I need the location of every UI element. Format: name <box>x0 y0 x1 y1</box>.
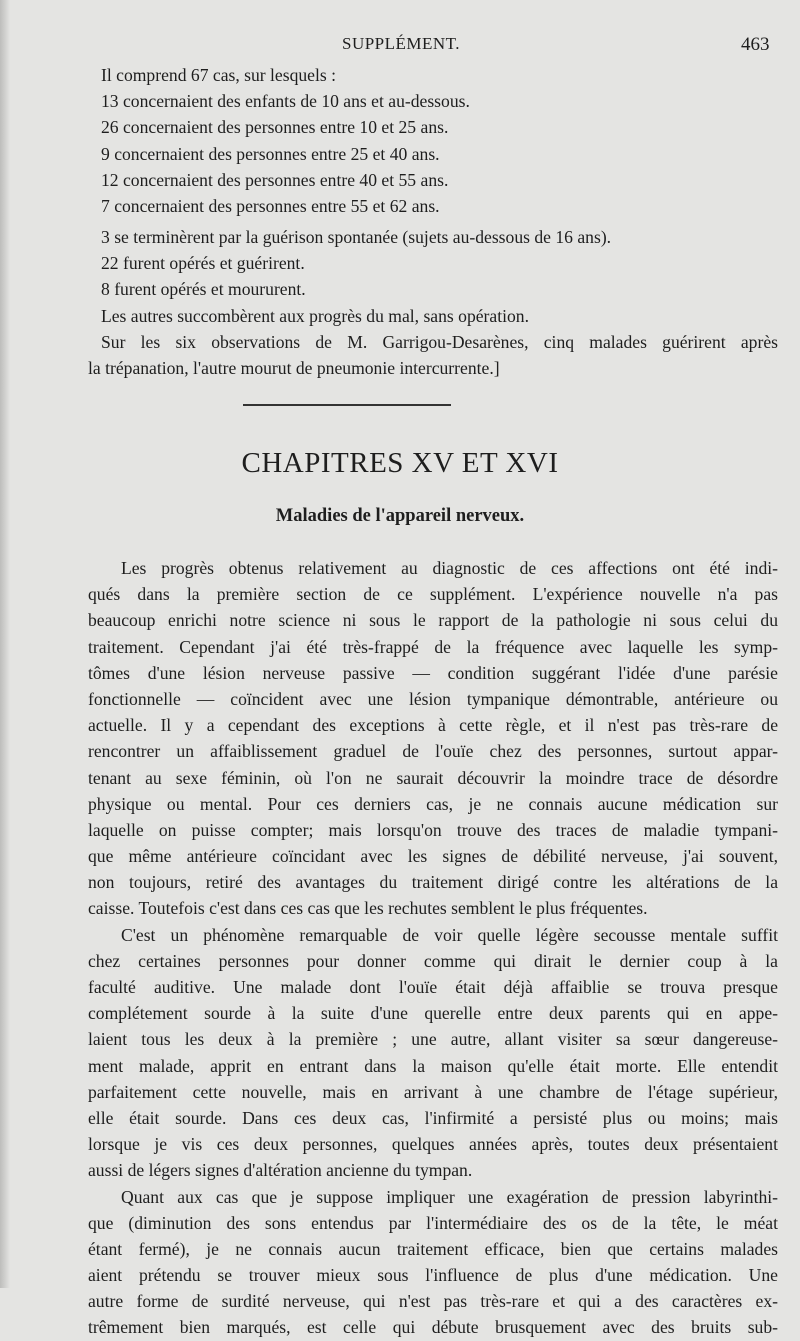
stats-line: 26 concernaient des personnes entre 10 et 25 ans. <box>101 117 449 138</box>
paragraph-line: traitement. Cependant j'ai été très-frappé de la fréquence avec laquelle les symp- <box>88 636 778 657</box>
outcome-line: Sur les six observations de M. Garrigou-Desarènes, cinq malades guérirent après <box>101 331 778 352</box>
scan-edge <box>0 0 10 1288</box>
case-statistics <box>88 62 778 219</box>
paragraph-line: fonctionnelle — coïncident avec une lésion tympanique démontrable, antérieure ou <box>88 688 778 709</box>
paragraph-line: que (diminution des sons entendus par l'intermédiaire des os de la tête, le méat <box>88 1212 778 1233</box>
paragraph-line: aient prétendu se trouver mieux sous l'influence de plus d'une médication. Une <box>88 1265 778 1286</box>
paragraph-line: laient tous les deux à la première ; une autre, allant visiter sa sœur dangereuse- <box>88 1029 778 1050</box>
outcome-line: Les autres succombèrent aux progrès du mal, sans opération. <box>101 305 529 326</box>
paragraph-line: rencontrer un affaiblissement graduel de l'ouïe chez des personnes, surtout appar- <box>88 741 778 762</box>
paragraph-line: parfaitement cette nouvelle, mais en arrivant à une chambre de l'étage supérieur, <box>88 1081 778 1102</box>
paragraph-line: faculté auditive. Une malade dont l'ouïe était déjà affaiblie se trouva presque <box>88 977 778 997</box>
running-title: SUPPLÉMENT. <box>342 34 461 53</box>
paragraph-line: actuelle. Il y a cependant des exceptions à cette règle, et il n'est pas très-rare de <box>88 715 778 736</box>
paragraph-line: beaucoup enrichi notre science ni sous le rapport de la pathologie ni sous celui du <box>88 610 778 631</box>
paragraph-line: elle était sourde. Dans ces deux cas, l'infirmité a persisté plus ou moins; mais <box>88 1107 778 1128</box>
paragraph-line: tômes d'une lésion nerveuse passive — condition suggérant l'idée d'une parésie <box>88 662 778 683</box>
paragraph-line: ment malade, apprit en entrant dans la maison qu'elle était morte. Elle entendit <box>88 1055 778 1076</box>
paragraph-line: laquelle on puisse compter; mais lorsqu'on trouve des traces de maladie tympani- <box>88 819 778 840</box>
paragraph-line: non toujours, retiré des avantages du traitement dirigé contre les altérations de la <box>88 872 778 893</box>
outcome-line: 22 furent opérés et guérirent. <box>101 253 305 274</box>
paragraph-line: physique ou mental. Pour ces derniers cas, je ne connais aucune médication sur <box>88 793 778 814</box>
paragraph-line: Quant aux cas que je suppose impliquer une exagération de pression labyrinthi- <box>121 1186 778 1207</box>
paragraph-line: C'est un phénomène remarquable de voir quelle légère secousse mentale suffit <box>121 924 778 945</box>
body-text <box>88 555 778 1341</box>
stats-line: 13 concernaient des enfants de 10 ans et au-dessous. <box>101 91 470 112</box>
chapter-title: CHAPITRES XV ET XVI <box>241 447 559 479</box>
paragraph-line: que même antérieure coïncidant avec les signes de débilité nerveuse, j'ai souvent, <box>88 846 778 867</box>
paragraph-line: trêmement bien marqués, est celle qui débute brusquement avec des bruits sub- <box>88 1317 778 1338</box>
paragraph-line: lorsque je vis ces deux personnes, quelques années après, toutes deux présentaient <box>88 1134 778 1155</box>
paragraph-line: aussi de légers signes d'altération ancienne du tympan. <box>88 1160 473 1181</box>
outcome-line: 8 furent opérés et moururent. <box>101 279 306 300</box>
chapter-subtitle: Maladies de l'appareil nerveux. <box>275 506 525 526</box>
paragraph-line: autre forme de surdité nerveuse, qui n'est pas très-rare et qui a des caractères ex- <box>88 1291 778 1312</box>
outcome-line: 3 se terminèrent par la guérison spontanée (sujets au-dessous de 16 ans). <box>101 227 612 247</box>
paragraph-line: chez certaines personnes pour donner comme qui dirait le dernier coup à la <box>88 950 778 971</box>
paragraph-line: complétement sourde à la suite d'une querelle entre deux parents qui en appe- <box>88 1003 778 1024</box>
case-outcomes <box>88 224 778 381</box>
paragraph-line: Les progrès obtenus relativement au diagnostic de ces affections ont été indi- <box>121 558 778 578</box>
page-header <box>0 34 800 60</box>
stats-line: 7 concernaient des personnes entre 55 et 62 ans. <box>101 195 440 216</box>
stats-line: Il comprend 67 cas, sur lesquels : <box>101 65 337 85</box>
stats-line: 9 concernaient des personnes entre 25 et 40 ans. <box>101 143 440 164</box>
paragraph-line: tenant au sexe féminin, où l'on ne saurait découvrir la moindre trace de désordre <box>88 767 778 788</box>
paragraph-line: qués dans la première section de ce supplément. L'expérience nouvelle n'a pas <box>88 584 778 605</box>
stats-line: 12 concernaient des personnes entre 40 et 55 ans. <box>101 169 449 190</box>
paragraph-line: caisse. Toutefois c'est dans ces cas que les rechutes semblent le plus fréquentes. <box>88 898 648 919</box>
outcome-line: la trépanation, l'autre mourut de pneumonie intercurrente.] <box>88 357 500 378</box>
paragraph-line: étant fermé), je ne connais aucun traitement efficace, bien que certains malades <box>88 1238 778 1259</box>
section-divider <box>243 404 451 406</box>
page-number: 463 <box>741 34 770 55</box>
